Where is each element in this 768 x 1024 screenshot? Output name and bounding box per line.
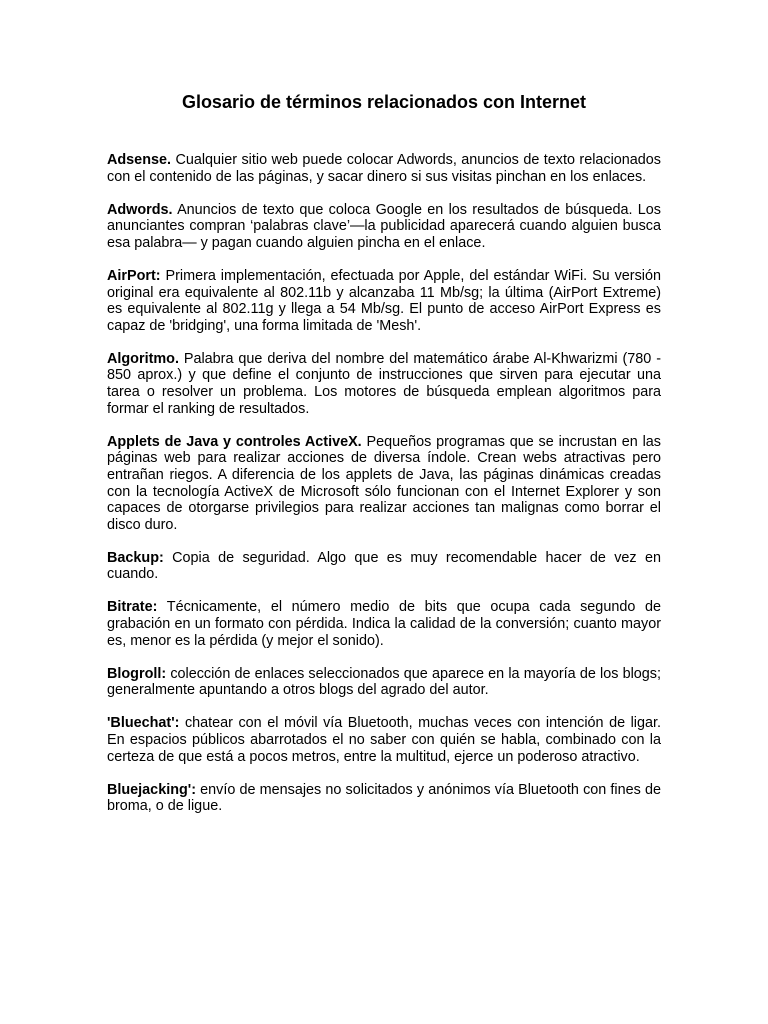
- glossary-term: Backup:: [107, 549, 164, 566]
- glossary-entry-algoritmo: [107, 351, 661, 417]
- glossary-definition: Anuncios de texto que coloca Google en los resultados de búsqueda. Los anunciantes compran ‘palabras clave’—la publicidad aparecerá cuando alguien busca esa palabra— y pagan cuando alguien pincha en el enlace.: [107, 201, 661, 251]
- glossary-term: Applets de Java y controles ActiveX.: [107, 433, 362, 450]
- glossary-term: 'Bluechat':: [107, 715, 180, 732]
- glossary-definition: Técnicamente, el número medio de bits que ocupa cada segundo de grabación en un formato con pérdida. Indica la calidad de la conversión; cuanto mayor es, menor es la pérdida (y mejor el sonido).: [107, 599, 661, 649]
- glossary-definition: Palabra que deriva del nombre del matemático árabe Al-Khwarizmi (780 - 850 aprox.) y que define el conjunto de instrucciones que sirven para ejecutar una tarea o resolver un problema. Los motores de búsqueda emplean algoritmos para formar el ranking de resultados.: [107, 350, 661, 417]
- glossary-entry-airport: [107, 268, 661, 334]
- glossary-definition: Cualquier sitio web puede colocar Adwords, anuncios de texto relacionados con el contenido de las páginas, y sacar dinero si sus visitas pinchan en los enlaces.: [107, 152, 661, 185]
- glossary-definition: chatear con el móvil vía Bluetooth, muchas veces con intención de ligar. En espacios públicos abarrotados el no saber con quién se habla, combinado con la certeza de que está a pocos metros, entre la multitud, ejerce un poderoso atractivo.: [107, 715, 661, 765]
- glossary-entry-backup: [107, 550, 661, 583]
- glossary-term: Bluejacking':: [107, 781, 196, 798]
- glossary-entry-bluechat: [107, 715, 661, 765]
- glossary-entry-bitrate: [107, 599, 661, 649]
- glossary-term: AirPort:: [107, 267, 161, 284]
- glossary-definition: Primera implementación, efectuada por Apple, del estándar WiFi. Su versión original era equivalente al 802.11b y alcanzaba 11 Mb/sg; la última (AirPort Extreme) es equivalente al 802.11g y llega a 54 Mb/sg. El punto de acceso AirPort Express es capaz de 'bridging', una forma limitada de 'Mesh'.: [107, 267, 661, 334]
- glossary-term: Bitrate:: [107, 599, 158, 616]
- glossary-definition: Copia de seguridad. Algo que es muy recomendable hacer de vez en cuando.: [107, 549, 661, 583]
- glossary-term: Algoritmo.: [107, 350, 179, 367]
- glossary-entry-adsense: [107, 152, 661, 185]
- glossary-term: Adsense.: [107, 152, 171, 168]
- glossary-definition: Pequeños programas que se incrustan en las páginas web para realizar acciones de diversa índole. Crean webs atractivas pero entrañan riegos. A diferencia de los applets de Java, las páginas dinámicas creadas con la tecnología ActiveX de Microsoft sólo funcionan con el Internet Explorer y son capaces de otorgarse privilegios para realizar acciones tan malignas como borrar el disco duro.: [107, 433, 661, 533]
- page-title: Glosario de términos relacionados con Internet: [181, 92, 587, 112]
- glossary-term: Blogroll:: [107, 665, 167, 682]
- glossary-entry-applets: [107, 434, 661, 534]
- glossary-entry-bluejacking: [107, 782, 661, 815]
- glossary-term: Adwords.: [107, 201, 173, 218]
- glossary-definition: colección de enlaces seleccionados que aparece en la mayoría de los blogs; generalmente apuntando a otros blogs del agrado del autor.: [107, 665, 661, 699]
- glossary-definition: envío de mensajes no solicitados y anónimos vía Bluetooth con fines de broma, o de ligue.: [107, 781, 661, 815]
- glossary-entry-adwords: [107, 202, 661, 252]
- glossary-entry-blogroll: [107, 666, 661, 699]
